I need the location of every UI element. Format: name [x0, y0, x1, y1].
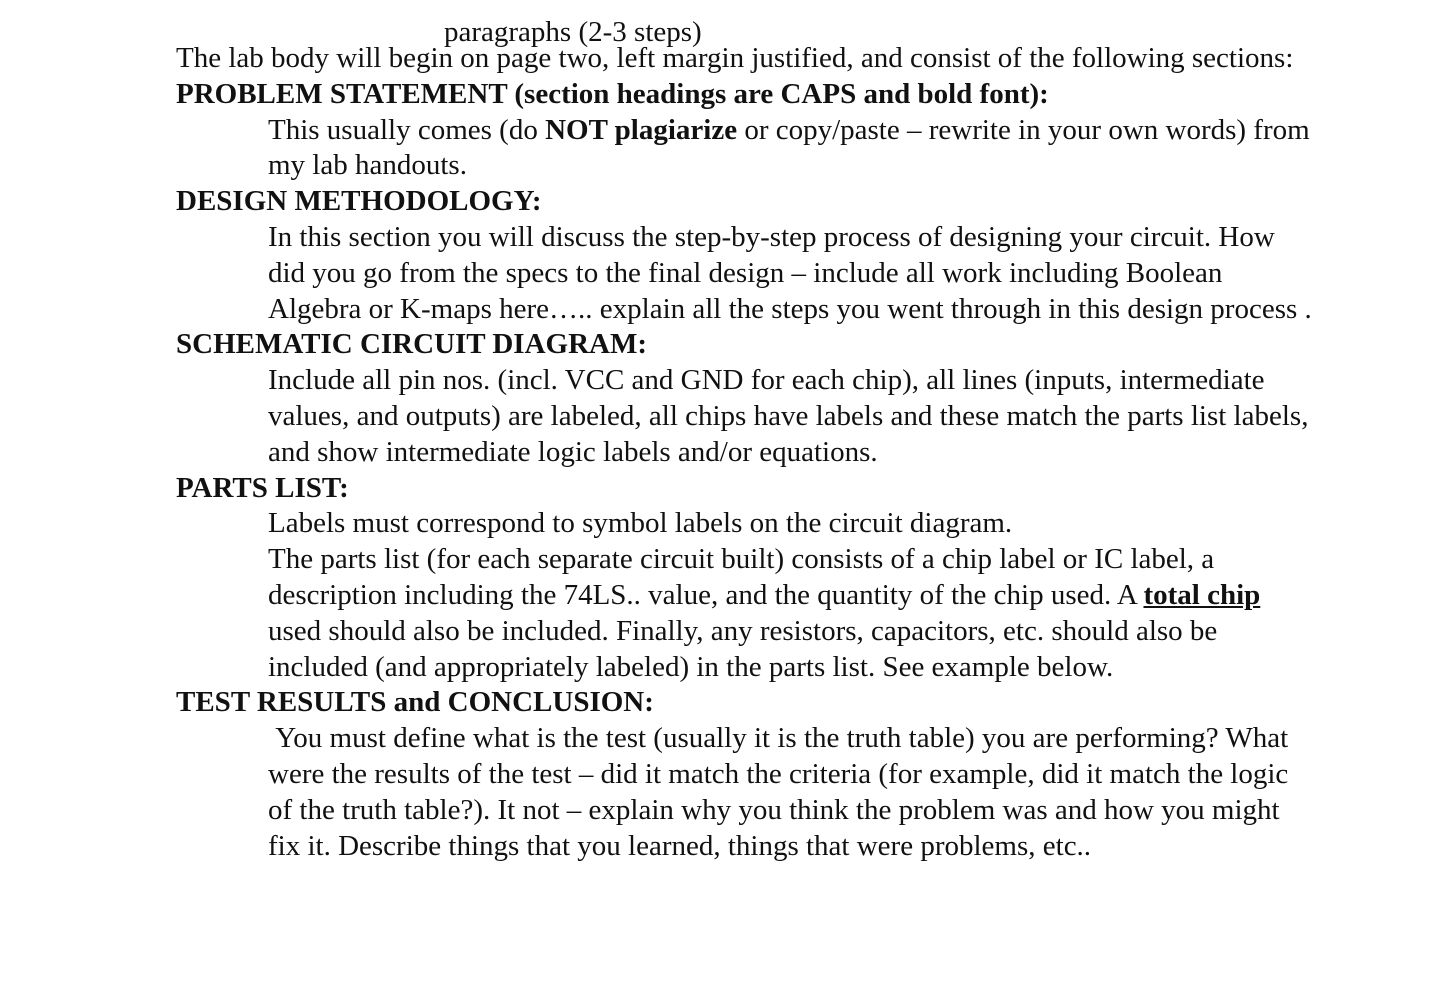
total-chip-emphasis: total chip: [1143, 578, 1261, 611]
parts-list-line1: Labels must correspond to symbol labels on the circuit diagram.: [268, 507, 1013, 540]
test-results-body: You must define what is the test (usually it is the truth table) you are performing? What were the results of the test – did it match the criteria (for example, did it match the logic of the truth table?). It not – explain why you think the problem was and how you might fix it. Describe things that you learned, things that were problems, etc..: [268, 722, 1296, 862]
design-methodology-heading: DESIGN METHODOLOGY:: [176, 185, 542, 218]
schematic-heading: SCHEMATIC CIRCUIT DIAGRAM:: [176, 328, 648, 361]
test-results-heading: TEST RESULTS and CONCLUSION:: [176, 686, 654, 719]
no-plagiarize-emphasis: NOT plagiarize: [545, 113, 738, 146]
parts-list-body: The parts list (for each separate circuit built) consists of a chip label or IC label, a description including the 74LS.. value, and the quantity of the chip used. A total chip used should also be included. Finally, any resistors, capacitors, etc. should also be included (and appropriately labeled) in the parts list. See example below.: [268, 543, 1261, 683]
schematic-body: Include all pin nos. (incl. VCC and GND for each chip), all lines (inputs, intermediate values, and outputs) are labeled, all chips have labels and these match the parts list labels, and show intermediate logic labels and/or equations.: [268, 364, 1309, 468]
parts-list-heading: PARTS LIST:: [176, 471, 349, 504]
problem-statement-heading: PROBLEM STATEMENT (section headings are CAPS and bold font):: [176, 77, 1049, 110]
document-page: [176, 16, 1316, 864]
top-cutoff-text: paragraphs (2-3 steps): [444, 16, 702, 48]
problem-statement-body: This usually comes (do NOT plagiarize or copy/paste – rewrite in your own words) from my lab handouts.: [268, 113, 1310, 182]
intro-paragraph: The lab body will begin on page two, left margin justified, and consist of the following sections:: [176, 42, 1294, 74]
design-methodology-body: In this section you will discuss the step-by-step process of designing your circuit. How did you go from the specs to the final design – include all work including Boolean Algebra or K-maps here….. explain all the steps you went through in this design process .: [268, 220, 1312, 325]
